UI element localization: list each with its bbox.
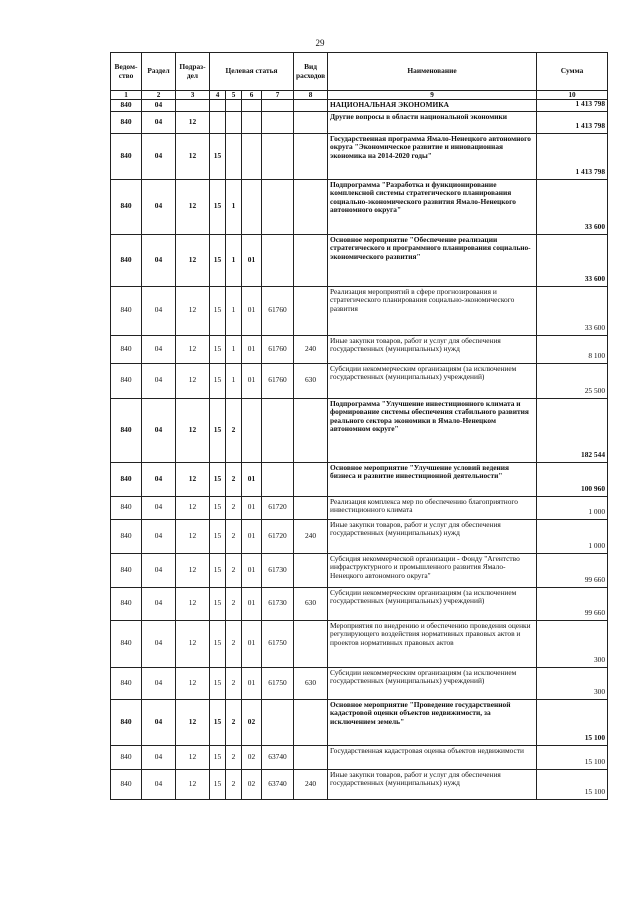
column-number: 6 [242,91,262,100]
budget-table [110,52,608,800]
target-article-part2-cell: 2 [226,667,242,699]
razdel-cell: 04 [142,335,176,363]
podrazdel-cell: 12 [176,234,210,286]
vedomstvo-cell: 840 [111,363,142,398]
header-celevaya-statya: Целевая статья [210,53,294,91]
razdel-cell: 04 [142,462,176,496]
name-cell: Иные закупки товаров, работ и услуг для обеспечения государственных (муниципальных) нужд [328,519,537,553]
table-row [111,462,608,496]
table-row [111,234,608,286]
table-row [111,620,608,667]
target-article-part4-cell [262,100,294,112]
name-cell: Субсидии некоммерческим организациям (за исключением государственных (муниципальных) учреждений) [328,667,537,699]
vedomstvo-cell: 840 [111,234,142,286]
podrazdel-cell: 12 [176,620,210,667]
header-naimenovanie: Наименование [328,53,537,91]
target-article-part4-cell [262,462,294,496]
vedomstvo-cell: 840 [111,667,142,699]
target-article-part4-cell: 61750 [262,667,294,699]
razdel-cell: 04 [142,519,176,553]
name-cell: Субсидия некоммерческой организации - Фонду "Агентство инфраструктурного и промышленного развития Ямало-Ненецкого автономного округа" [328,553,537,587]
target-article-part4-cell [262,179,294,234]
name-cell: Государственная программа Ямало-Ненецкого автономного округа "Экономическое развитие и инновационная экономика на 2014-2020 годы" [328,133,537,179]
target-article-part1-cell [210,111,226,133]
target-article-part2-cell: 1 [226,179,242,234]
expense-type-cell: 630 [294,587,328,620]
name-cell: Основное мероприятие "Обеспечение реализации стратегического и программного планирования социально-экономического развития" [328,234,537,286]
target-article-part1-cell: 15 [210,234,226,286]
vedomstvo-cell: 840 [111,496,142,519]
target-article-part2-cell: 2 [226,699,242,745]
sum-cell: 1 413 798 [537,100,608,112]
target-article-part3-cell: 01 [242,620,262,667]
target-article-part3-cell [242,398,262,462]
podrazdel-cell: 12 [176,667,210,699]
sum-cell: 300 [537,667,608,699]
target-article-part2-cell [226,133,242,179]
sum-cell: 99 660 [537,553,608,587]
podrazdel-cell: 12 [176,179,210,234]
target-article-part1-cell: 15 [210,587,226,620]
podrazdel-cell: 12 [176,496,210,519]
header-summa: Сумма [537,53,608,91]
target-article-part4-cell: 61720 [262,519,294,553]
target-article-part4-cell: 61760 [262,363,294,398]
target-article-part2-cell: 2 [226,519,242,553]
target-article-part3-cell: 01 [242,462,262,496]
table-row [111,519,608,553]
expense-type-cell: 240 [294,519,328,553]
vedomstvo-cell: 840 [111,335,142,363]
table-row [111,100,608,112]
sum-cell: 33 600 [537,179,608,234]
podrazdel-cell: 12 [176,553,210,587]
target-article-part2-cell: 2 [226,553,242,587]
target-article-part1-cell: 15 [210,769,226,799]
razdel-cell: 04 [142,111,176,133]
header-razdel: Раздел [142,53,176,91]
target-article-part4-cell: 61750 [262,620,294,667]
target-article-part3-cell: 02 [242,769,262,799]
table-row [111,363,608,398]
expense-type-cell [294,496,328,519]
target-article-part2-cell: 1 [226,286,242,335]
name-cell: Подпрограмма "Разработка и функционирование комплексной системы стратегического планирования социально-экономического развития Ямало-Ненецкого автономного округа" [328,179,537,234]
podrazdel-cell: 12 [176,587,210,620]
target-article-part2-cell [226,111,242,133]
target-article-part1-cell: 15 [210,553,226,587]
target-article-part2-cell: 1 [226,363,242,398]
expense-type-cell [294,179,328,234]
target-article-part2-cell: 2 [226,398,242,462]
target-article-part3-cell: 01 [242,234,262,286]
target-article-part1-cell: 15 [210,620,226,667]
expense-type-cell [294,620,328,667]
sum-cell: 8 100 [537,335,608,363]
target-article-part1-cell: 15 [210,667,226,699]
expense-type-cell [294,111,328,133]
target-article-part4-cell [262,234,294,286]
target-article-part3-cell [242,179,262,234]
razdel-cell: 04 [142,496,176,519]
razdel-cell: 04 [142,234,176,286]
table-row [111,335,608,363]
target-article-part2-cell: 2 [226,496,242,519]
name-cell: Реализация мероприятий в сфере прогнозирования и стратегического планирования социально-экономического развития [328,286,537,335]
target-article-part4-cell: 61760 [262,286,294,335]
expense-type-cell [294,133,328,179]
table-row [111,667,608,699]
name-cell: Субсидии некоммерческим организациям (за исключением государственных (муниципальных) учреждений) [328,587,537,620]
target-article-part4-cell: 63740 [262,745,294,769]
column-number: 4 [210,91,226,100]
column-number: 10 [537,91,608,100]
podrazdel-cell: 12 [176,745,210,769]
target-article-part1-cell: 15 [210,363,226,398]
table-row [111,398,608,462]
target-article-part4-cell [262,699,294,745]
razdel-cell: 04 [142,667,176,699]
vedomstvo-cell: 840 [111,620,142,667]
name-cell: Субсидии некоммерческим организациям (за исключением государственных (муниципальных) учреждений) [328,363,537,398]
vedomstvo-cell: 840 [111,769,142,799]
vedomstvo-cell: 840 [111,587,142,620]
target-article-part1-cell: 15 [210,398,226,462]
expense-type-cell: 630 [294,667,328,699]
expense-type-cell [294,100,328,112]
vedomstvo-cell: 840 [111,398,142,462]
column-number: 8 [294,91,328,100]
expense-type-cell [294,553,328,587]
target-article-part3-cell: 01 [242,519,262,553]
table-row [111,769,608,799]
table-row [111,179,608,234]
razdel-cell: 04 [142,363,176,398]
razdel-cell: 04 [142,745,176,769]
expense-type-cell [294,745,328,769]
razdel-cell: 04 [142,179,176,234]
podrazdel-cell: 12 [176,286,210,335]
razdel-cell: 04 [142,398,176,462]
podrazdel-cell: 12 [176,398,210,462]
target-article-part2-cell: 1 [226,335,242,363]
expense-type-cell: 240 [294,335,328,363]
target-article-part3-cell [242,100,262,112]
header-vid-rashodov: Вид расходов [294,53,328,91]
podrazdel-cell: 12 [176,335,210,363]
name-cell: Государственная кадастровая оценка объектов недвижимости [328,745,537,769]
podrazdel-cell: 12 [176,699,210,745]
target-article-part1-cell: 15 [210,519,226,553]
target-article-part3-cell: 01 [242,286,262,335]
name-cell: Подпрограмма "Улучшение инвестиционного климата и формирование системы обеспечения стабильного развития реального сектора экономики в Ямало-Ненецком автономном округе" [328,398,537,462]
expense-type-cell [294,286,328,335]
target-article-part1-cell: 15 [210,699,226,745]
expense-type-cell [294,462,328,496]
razdel-cell: 04 [142,769,176,799]
table-row [111,133,608,179]
expense-type-cell [294,398,328,462]
header-row [111,53,608,91]
sum-cell: 15 100 [537,769,608,799]
sum-cell: 15 100 [537,699,608,745]
target-article-part2-cell: 2 [226,769,242,799]
column-number: 1 [111,91,142,100]
vedomstvo-cell: 840 [111,100,142,112]
target-article-part2-cell: 2 [226,745,242,769]
name-cell: Другие вопросы в области национальной экономики [328,111,537,133]
name-cell: Иные закупки товаров, работ и услуг для обеспечения государственных (муниципальных) нужд [328,335,537,363]
expense-type-cell: 630 [294,363,328,398]
razdel-cell: 04 [142,587,176,620]
target-article-part1-cell: 15 [210,133,226,179]
sum-cell: 1 000 [537,496,608,519]
target-article-part2-cell: 1 [226,234,242,286]
column-number-row [111,91,608,100]
target-article-part2-cell [226,100,242,112]
target-article-part1-cell: 15 [210,496,226,519]
column-number: 5 [226,91,242,100]
vedomstvo-cell: 840 [111,462,142,496]
target-article-part4-cell: 61730 [262,553,294,587]
name-cell: Мероприятия по внедрению и обеспечению проведения оценки регулирующего воздействия нормативных правовых актов и проектов нормативных правовых актов [328,620,537,667]
column-number: 9 [328,91,537,100]
target-article-part1-cell: 15 [210,462,226,496]
target-article-part4-cell [262,111,294,133]
column-number: 7 [262,91,294,100]
razdel-cell: 04 [142,699,176,745]
name-cell: Основное мероприятие "Улучшение условий ведения бизнеса и развитие инвестиционной деятельности" [328,462,537,496]
razdel-cell: 04 [142,133,176,179]
podrazdel-cell: 12 [176,769,210,799]
target-article-part1-cell: 15 [210,745,226,769]
sum-cell: 99 660 [537,587,608,620]
target-article-part2-cell: 2 [226,462,242,496]
target-article-part4-cell [262,133,294,179]
sum-cell: 33 600 [537,234,608,286]
razdel-cell: 04 [142,286,176,335]
target-article-part3-cell [242,111,262,133]
target-article-part1-cell: 15 [210,286,226,335]
target-article-part1-cell: 15 [210,179,226,234]
name-cell: Реализация комплекса мер по обеспечению благоприятного инвестиционного климата [328,496,537,519]
razdel-cell: 04 [142,553,176,587]
target-article-part3-cell: 02 [242,745,262,769]
target-article-part4-cell [262,398,294,462]
podrazdel-cell: 12 [176,363,210,398]
podrazdel-cell: 12 [176,133,210,179]
target-article-part3-cell: 01 [242,587,262,620]
column-number: 3 [176,91,210,100]
target-article-part4-cell: 61760 [262,335,294,363]
table-row [111,699,608,745]
vedomstvo-cell: 840 [111,179,142,234]
header-podrazdel: Подраз-дел [176,53,210,91]
sum-cell: 25 500 [537,363,608,398]
column-number: 2 [142,91,176,100]
target-article-part2-cell: 2 [226,620,242,667]
expense-type-cell [294,234,328,286]
vedomstvo-cell: 840 [111,553,142,587]
table-row [111,496,608,519]
target-article-part4-cell: 61730 [262,587,294,620]
target-article-part1-cell [210,100,226,112]
target-article-part3-cell: 02 [242,699,262,745]
name-cell: Иные закупки товаров, работ и услуг для обеспечения государственных (муниципальных) нужд [328,769,537,799]
sum-cell: 182 544 [537,398,608,462]
table-row [111,553,608,587]
target-article-part3-cell: 01 [242,553,262,587]
target-article-part3-cell [242,133,262,179]
vedomstvo-cell: 840 [111,699,142,745]
sum-cell: 1 413 798 [537,111,608,133]
sum-cell: 1 413 798 [537,133,608,179]
target-article-part3-cell: 01 [242,496,262,519]
expense-type-cell: 240 [294,769,328,799]
sum-cell: 15 100 [537,745,608,769]
target-article-part4-cell: 63740 [262,769,294,799]
table-row [111,286,608,335]
table-row [111,111,608,133]
target-article-part1-cell: 15 [210,335,226,363]
sum-cell: 33 600 [537,286,608,335]
vedomstvo-cell: 840 [111,519,142,553]
page-number: 29 [315,38,325,48]
vedomstvo-cell: 840 [111,111,142,133]
sum-cell: 300 [537,620,608,667]
podrazdel-cell [176,100,210,112]
sum-cell: 100 960 [537,462,608,496]
podrazdel-cell: 12 [176,519,210,553]
name-cell: НАЦИОНАЛЬНАЯ ЭКОНОМИКА [328,100,537,112]
vedomstvo-cell: 840 [111,745,142,769]
expense-type-cell [294,699,328,745]
vedomstvo-cell: 840 [111,133,142,179]
target-article-part4-cell: 61720 [262,496,294,519]
target-article-part3-cell: 01 [242,335,262,363]
table-body [111,100,608,800]
table-row [111,745,608,769]
podrazdel-cell: 12 [176,462,210,496]
razdel-cell: 04 [142,100,176,112]
table-row [111,587,608,620]
sum-cell: 1 000 [537,519,608,553]
podrazdel-cell: 12 [176,111,210,133]
target-article-part3-cell: 01 [242,667,262,699]
razdel-cell: 04 [142,620,176,667]
target-article-part2-cell: 2 [226,587,242,620]
vedomstvo-cell: 840 [111,286,142,335]
header-vedomstvo: Ведом-ство [111,53,142,91]
target-article-part3-cell: 01 [242,363,262,398]
name-cell: Основное мероприятие "Проведение государственной кадастровой оценки объектов недвижимости, за исключением земель" [328,699,537,745]
